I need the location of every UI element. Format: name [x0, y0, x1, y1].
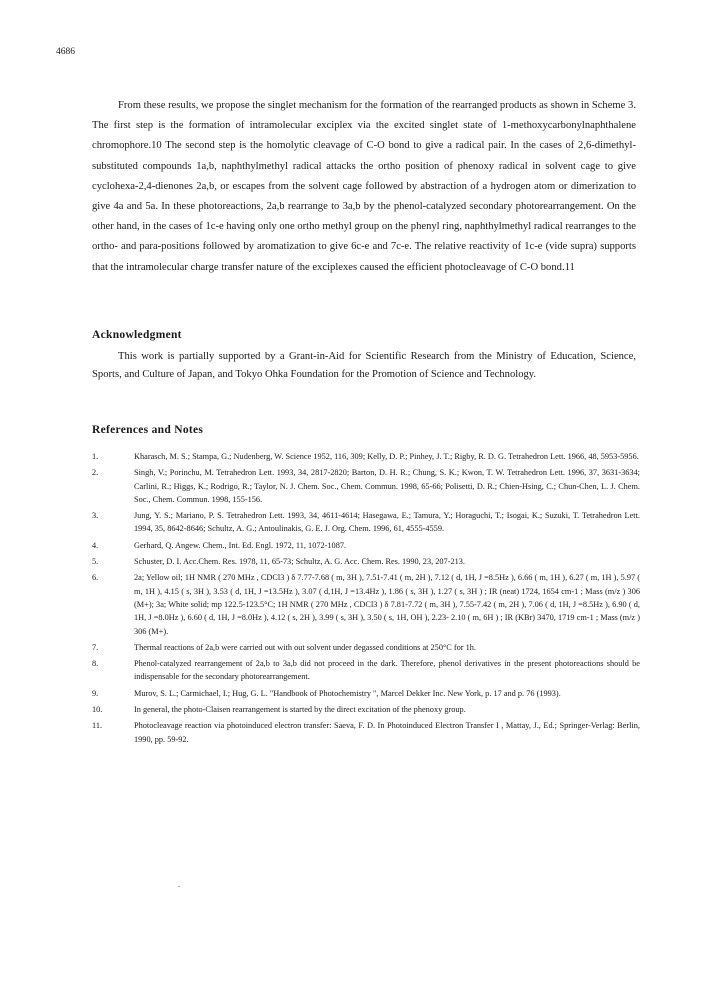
references-list [92, 450, 640, 749]
reference-text: Singh, V.; Porinchu, M. Tetrahedron Lett. 1993, 34, 2817-2820; Barton, D. H. R.; Chung, S. K.; Kwon, T. W. Tetrahedron Lett. 1996, 37, 3631-3634; Carlini, R.; Higgs, K.; Rodrigo, R.; Taylor, N. J. Chem. Soc., Chem. Commun. 1998, 65-66; Polisetti, D. R.; Chien-Hsing, C.; Chun-Chen, L. J. Chem. Soc., Chem. Commun. 1998, 155-156. [134, 468, 640, 504]
body-text [92, 96, 636, 278]
reference-number: 11. [92, 721, 103, 731]
reference-item [92, 539, 640, 552]
reference-text: Phenol-catalyzed rearrangement of 2a,b to 3a,b did not proceed in the dark. Therefore, phenol derivatives in the present photoreactions should be indispensable for the secondary photorearrangement. [134, 659, 640, 682]
reference-item [92, 703, 640, 716]
reference-number: 7. [92, 642, 99, 652]
reference-item [92, 450, 640, 463]
reference-text: Photocleavage reaction via photoinduced electron transfer: Saeva, F. D. In Photoinduced Electron Transfer I , Mattay, J., Ed.; Springer-Verlag: Berlin, 1990, pp. 59-92. [134, 721, 640, 744]
reference-number: 3. [92, 511, 99, 521]
reference-item [92, 555, 640, 568]
reference-number: 2. [92, 468, 99, 478]
reference-item [92, 687, 640, 700]
reference-text: Gerhard, Q. Angew. Chem., Int. Ed. Engl. 1972, 11, 1072-1087. [134, 540, 347, 550]
reference-number: 4. [92, 540, 99, 550]
trailing-mark: . [178, 880, 180, 889]
reference-text: In general, the photo-Claisen rearrangement is started by the direct excitation of the phenoxy group. [134, 705, 466, 715]
reference-item [92, 657, 640, 684]
reference-item [92, 641, 640, 654]
reference-text: 2a; Yellow oil; 1H NMR ( 270 MHz , CDCl3 ) δ 7.77-7.68 ( m, 3H ), 7.51-7.41 ( m, 2H ), 7.12 ( d, 1H, J =8.5Hz ), 6.66 ( m, 1H ), 6.27 ( m, 1H ), 5.97 ( m, 1H ), 4.15 ( s, 3H ), 3.53 ( d, 1H, J =13.5Hz ), 3.07 ( d,1H, J =13.4Hz ), 1.86 ( s, 3H ), 1.27 ( s, 3H ) ; IR (neat) 1724, 1654 cm-1 ; Mass (m/z ) 306 (M+); 3a; White solid; mp 122.5-123.5°C; 1H NMR ( 270 MHz , CDCl3 ) δ 7.81-7.72 ( m, 3H ), 7.55-7.42 ( m, 2H ), 7.06 ( d, 1H, J =8.5Hz ), 6.90 ( d, 1H, J =8.0Hz ), 6.60 ( d, 1H, J =8.0Hz ), 4.12 ( s, 2H ), 3.99 ( s, 3H ), 3.50 ( s, 1H, OH ), 2.23- 2.10 ( m, 6H ) ; IR (KBr) 3470, 1719 cm-1 ; Mass (m/z ) 306 (M+). [134, 573, 640, 636]
body-paragraph: From these results, we propose the singlet mechanism for the formation of the rearranged products as shown in Scheme 3. The first step is the formation of intramolecular exciplex via the excited singlet state of 1-methoxycarbonylnaphthalene chromophore.10 The second step is the homolytic cleavage of C-O bond to give a radical pair. In the cases of 2,6-dimethyl-substituted compounds 1a,b, naphthylmethyl radical attacks the ortho position of phenoxy radical in solvent cage to give cyclohexa-2,4-dienones 2a,b, or escapes from the solvent cage followed by abstraction of a hydrogen atom or dimerization to give 4a and 5a. In these photoreactions, 2a,b rearrange to 3a,b by the phenol-catalyzed secondary photorearrangement. On the other hand, in the cases of 1c-e having only one ortho methyl group on the phenyl ring, naphthylmethyl radical rearranges to the ortho- and para-positions followed by aromatization to give 6c-e and 7c-e. The relative reactivity of 1c-e (vide supra) supports that the intramolecular charge transfer nature of the exciplexes caused the efficient photocleavage of C-O bond.11 [92, 100, 636, 273]
acknowledgment-paragraph: This work is partially supported by a Grant-in-Aid for Scientific Research from the Ministry of Education, Science, Sports, and Culture of Japan, and Tokyo Ohka Foundation for the Promotion of Science and Technology. [92, 351, 636, 380]
reference-number: 6. [92, 573, 99, 583]
reference-text: Thermal reactions of 2a,b were carried out with out solvent under degassed conditions at 250°C for 1h. [134, 642, 477, 652]
reference-text: Kharasch, M. S.; Stampa, G.; Nudenberg, W. Science 1952, 116, 309; Kelly, D. P.; Pinhey, J. T.; Rigby, R. D. G. Tetrahedron Lett. 1966, 48, 5953-5956. [134, 452, 639, 461]
reference-number: 8. [92, 659, 99, 669]
reference-text: Jung, Y. S.; Mariano, P. S. Tetrahedron Lett. 1993, 34, 4611-4614; Hasegawa, E.; Tamura, Y.; Horaguchi, T.; Isogai, K.; Suzuki, T. Tetrahedron Lett. 1994, 35, 8642-8646; Schultz, A. G.; Antoulinakis, G. E. J. Org. Chem. 1996, 61, 4555-4559. [134, 511, 640, 534]
acknowledgment-text [92, 348, 636, 383]
reference-number: 10. [92, 705, 103, 715]
reference-item [92, 571, 640, 637]
reference-number: 9. [92, 688, 99, 698]
reference-item [92, 466, 640, 506]
reference-item [92, 509, 640, 536]
reference-number: 1. [92, 452, 99, 461]
reference-text: Schuster, D. I. Acc.Chem. Res. 1978, 11, 65-73; Schultz, A. G. Acc. Chem. Res. 1990, 23, 207-213. [134, 557, 465, 567]
page-number: 4686 [56, 47, 75, 57]
reference-number: 5. [92, 557, 99, 567]
reference-text: Murov, S. L.; Carmichael, I.; Hug, G. L. "Handbook of Photochemistry ", Marcel Dekker Inc. New York, p. 17 and p. 76 (1993). [134, 688, 561, 698]
reference-item [92, 719, 640, 746]
references-heading: References and Notes [92, 424, 204, 436]
acknowledgment-heading: Acknowledgment [92, 329, 182, 341]
